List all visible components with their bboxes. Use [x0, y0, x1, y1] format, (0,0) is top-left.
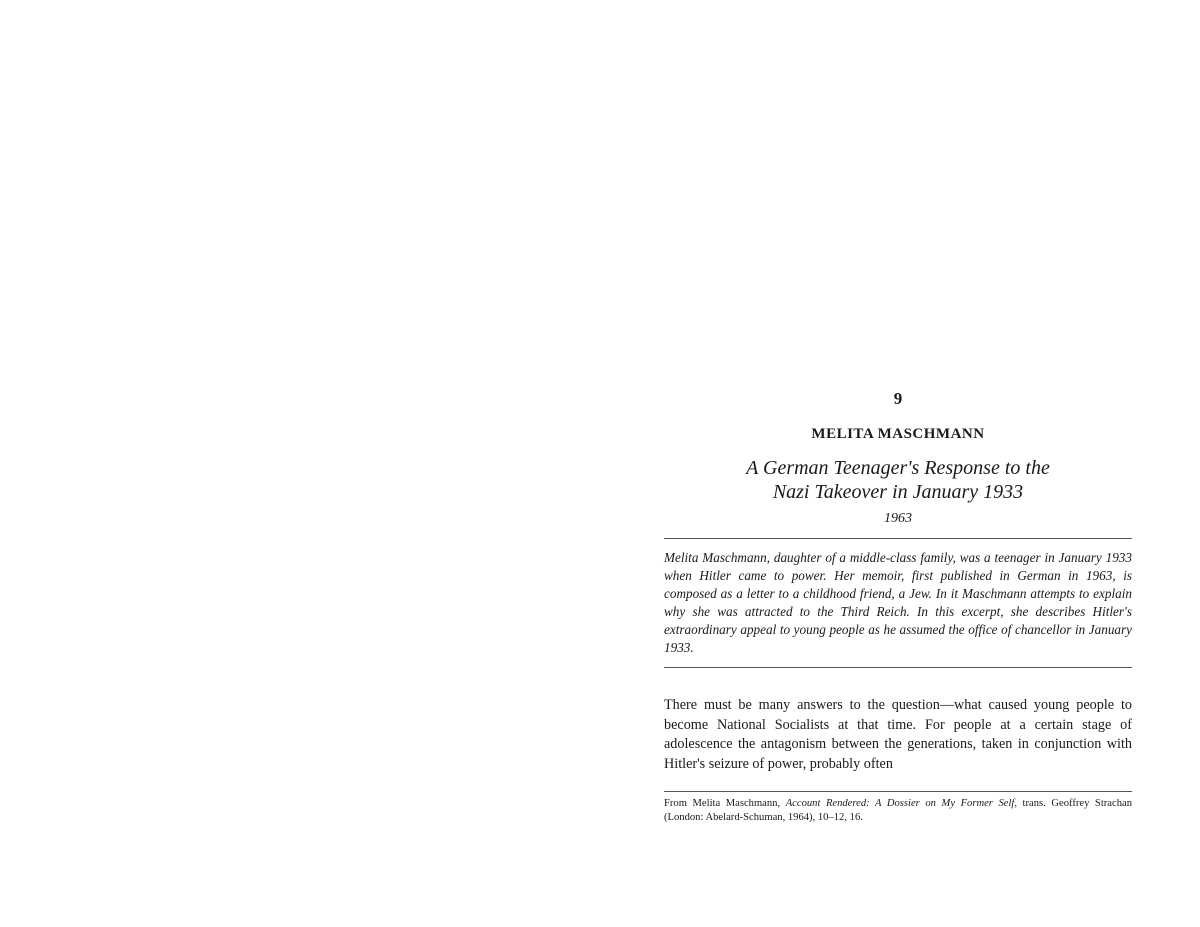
divider-headnote	[664, 667, 1132, 668]
footnote-book-title: Account Rendered: A Dossier on My Former Self,	[785, 798, 1018, 809]
document-page	[664, 388, 1132, 825]
chapter-title-line-1: A German Teenager's Response to the	[746, 457, 1050, 479]
headnote: Melita Maschmann, daughter of a middle-class family, was a teenager in January 1933 when Hitler came to power. Her memoir, first published in German in 1963, is composed as a letter to a childhood friend, a Jew. In it Maschmann attempts to explain why she was attracted to the Third Reich. In this excerpt, she describes Hitler's extraordinary appeal to young people as he assumed the office of chancellor in January 1933.	[664, 550, 1132, 655]
chapter-title	[664, 456, 1132, 504]
source-footnote	[664, 797, 1132, 825]
footnote-prefix: From Melita Maschmann,	[664, 798, 786, 809]
chapter-year: 1963	[884, 511, 912, 526]
chapter-number: 9	[893, 389, 903, 408]
footnote-suffix: trans. Geoffrey Strachan (London: Abelard-Schuman, 1964), 10–12, 16.	[664, 798, 1132, 823]
divider-top	[664, 538, 1132, 539]
footnote-divider	[664, 791, 1132, 792]
chapter-author: MELITA MASCHMANN	[811, 426, 985, 442]
body-paragraph: There must be many answers to the question—what caused young people to become National Socialists at that time. For people at a certain stage of adolescence the antagonism between the generations, taken in conjunction with Hitler's seizure of power, probably often	[664, 697, 1132, 772]
chapter-title-line-2: Nazi Takeover in January 1933	[772, 481, 1024, 503]
